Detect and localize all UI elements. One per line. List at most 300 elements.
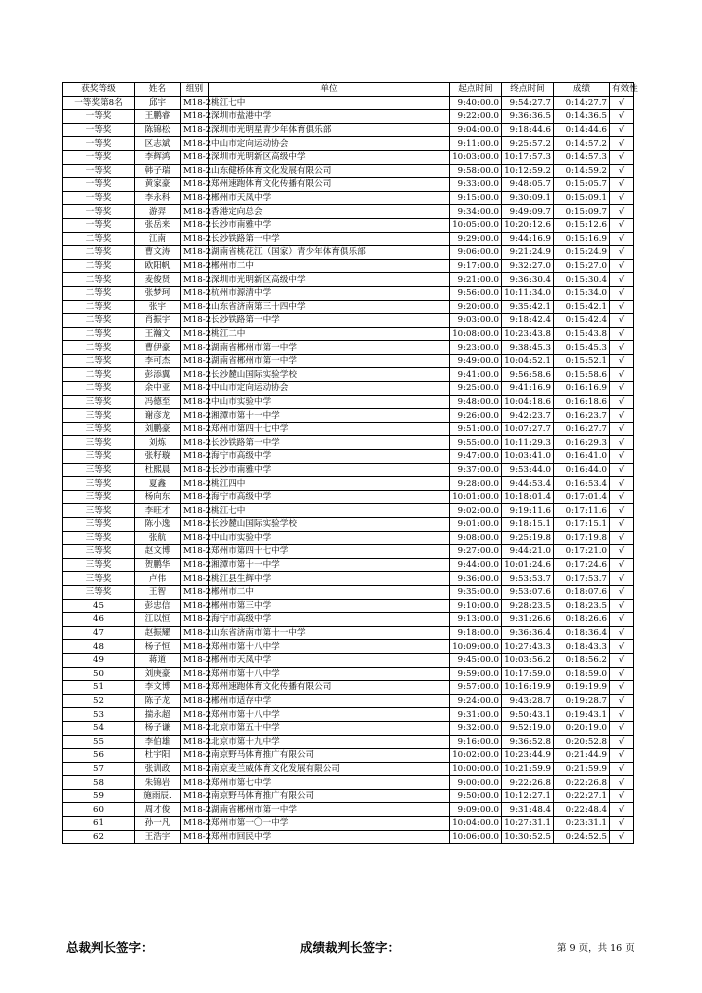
cell-award-level: 三等奖: [63, 422, 135, 436]
cell-result: 0:18:26.6: [554, 613, 610, 627]
cell-result: 0:16:44.0: [554, 463, 610, 477]
cell-unit: 海宁市高级中学: [209, 450, 450, 464]
cell-name: 彭忠信: [135, 599, 181, 613]
cell-group: M18-2: [181, 463, 209, 477]
cell-finish-time: 9:18:44.6: [502, 123, 554, 137]
cell-group: M18-2: [181, 681, 209, 695]
header-validity: 有效性: [610, 83, 634, 97]
cell-name: 谢彦龙: [135, 409, 181, 423]
cell-unit: 山东健桥体育文化发展有限公司: [209, 164, 450, 178]
table-row: [63, 708, 634, 722]
cell-start-time: 10:06:00.0: [450, 830, 502, 844]
cell-group: M18-2: [181, 205, 209, 219]
cell-finish-time: 9:48:05.7: [502, 178, 554, 192]
table-row: [63, 259, 634, 273]
cell-finish-time: 9:25:19.8: [502, 531, 554, 545]
cell-group: M18-2: [181, 191, 209, 205]
cell-unit: 郑州市第四十七中学: [209, 545, 450, 559]
cell-start-time: 9:16:00.0: [450, 735, 502, 749]
cell-award-level: 一等奖: [63, 164, 135, 178]
cell-award-level: 三等奖: [63, 558, 135, 572]
header-start-time: 起点时间: [450, 83, 502, 97]
cell-result: 0:19:43.1: [554, 708, 610, 722]
cell-name: 肖振宇: [135, 314, 181, 328]
table-row: [63, 246, 634, 260]
cell-award-level: 46: [63, 613, 135, 627]
results-referee-signature-label: 成绩裁判长签字：: [300, 940, 401, 955]
cell-result: 0:15:45.3: [554, 341, 610, 355]
cell-name: 曹伊豪: [135, 341, 181, 355]
cell-finish-time: 10:30:52.5: [502, 830, 554, 844]
cell-result: 0:15:52.1: [554, 354, 610, 368]
cell-unit: 湘潭市第十一中学: [209, 558, 450, 572]
cell-finish-time: 9:53:07.6: [502, 585, 554, 599]
cell-group: M18-2: [181, 246, 209, 260]
cell-validity: √: [610, 749, 634, 763]
cell-validity: √: [610, 667, 634, 681]
cell-validity: √: [610, 735, 634, 749]
table-row: [63, 585, 634, 599]
results-sheet: [62, 82, 638, 844]
cell-start-time: 9:26:00.0: [450, 409, 502, 423]
cell-finish-time: 10:12:59.2: [502, 164, 554, 178]
cell-start-time: 10:02:00.0: [450, 749, 502, 763]
cell-name: 李永科: [135, 191, 181, 205]
cell-name: 揣永超: [135, 708, 181, 722]
cell-start-time: 9:17:00.0: [450, 259, 502, 273]
table-row: [63, 191, 634, 205]
cell-start-time: 10:09:00.0: [450, 640, 502, 654]
cell-group: M18-2: [181, 490, 209, 504]
cell-award-level: 49: [63, 653, 135, 667]
cell-award-level: 一等奖第8名: [63, 96, 135, 110]
cell-start-time: 9:34:00.0: [450, 205, 502, 219]
cell-group: M18-2: [181, 354, 209, 368]
cell-result: 0:16:27.7: [554, 422, 610, 436]
cell-unit: 长沙铁路第一中学: [209, 314, 450, 328]
cell-validity: √: [610, 218, 634, 232]
cell-finish-time: 10:07:27.7: [502, 422, 554, 436]
table-row: [63, 314, 634, 328]
table-row: [63, 694, 634, 708]
cell-result: 0:14:36.5: [554, 110, 610, 124]
cell-group: M18-2: [181, 762, 209, 776]
cell-result: 0:23:31.1: [554, 817, 610, 831]
cell-validity: √: [610, 653, 634, 667]
cell-name: 王智: [135, 585, 181, 599]
cell-unit: 郑州市第十八中学: [209, 667, 450, 681]
cell-name: 张训政: [135, 762, 181, 776]
cell-award-level: 二等奖: [63, 246, 135, 260]
cell-result: 0:16:16.9: [554, 382, 610, 396]
cell-validity: √: [610, 545, 634, 559]
cell-award-level: 51: [63, 681, 135, 695]
cell-start-time: 10:01:00.0: [450, 490, 502, 504]
cell-validity: √: [610, 776, 634, 790]
cell-unit: 郑州市第四十七中学: [209, 422, 450, 436]
cell-name: 朱锦岩: [135, 776, 181, 790]
cell-finish-time: 9:38:45.3: [502, 341, 554, 355]
cell-start-time: 10:00:00.0: [450, 762, 502, 776]
cell-validity: √: [610, 490, 634, 504]
cell-finish-time: 9:44:53.4: [502, 477, 554, 491]
cell-finish-time: 9:32:27.0: [502, 259, 554, 273]
cell-validity: √: [610, 191, 634, 205]
cell-group: M18-2: [181, 708, 209, 722]
table-row: [63, 749, 634, 763]
cell-finish-time: 10:17:57.3: [502, 150, 554, 164]
cell-unit: 北京市第十九中学: [209, 735, 450, 749]
table-row: [63, 518, 634, 532]
cell-start-time: 9:35:00.0: [450, 585, 502, 599]
cell-award-level: 47: [63, 626, 135, 640]
cell-start-time: 9:44:00.0: [450, 558, 502, 572]
cell-finish-time: 10:17:59.0: [502, 667, 554, 681]
cell-result: 0:15:27.0: [554, 259, 610, 273]
cell-name: 欧阳帆: [135, 259, 181, 273]
cell-start-time: 9:10:00.0: [450, 599, 502, 613]
cell-unit: 郴州市二中: [209, 585, 450, 599]
cell-finish-time: 10:23:43.8: [502, 327, 554, 341]
cell-name: 卢伟: [135, 572, 181, 586]
cell-finish-time: 9:50:43.1: [502, 708, 554, 722]
cell-start-time: 9:00:00.0: [450, 776, 502, 790]
table-row: [63, 137, 634, 151]
cell-validity: √: [610, 789, 634, 803]
cell-award-level: 59: [63, 789, 135, 803]
table-row: [63, 477, 634, 491]
cell-result: 0:15:30.4: [554, 273, 610, 287]
table-row: [63, 110, 634, 124]
cell-unit: 杭州市源清中学: [209, 286, 450, 300]
cell-validity: √: [610, 599, 634, 613]
table-row: [63, 341, 634, 355]
cell-validity: √: [610, 232, 634, 246]
cell-group: M18-2: [181, 545, 209, 559]
cell-unit: 桃江七中: [209, 96, 450, 110]
cell-result: 0:16:18.6: [554, 395, 610, 409]
cell-group: M18-2: [181, 830, 209, 844]
cell-award-level: 三等奖: [63, 436, 135, 450]
cell-unit: 深圳市盐港中学: [209, 110, 450, 124]
cell-start-time: 9:49:00.0: [450, 354, 502, 368]
cell-name: 王鹏睿: [135, 110, 181, 124]
cell-result: 0:18:36.4: [554, 626, 610, 640]
cell-start-time: 9:13:00.0: [450, 613, 502, 627]
cell-unit: 长沙市南雅中学: [209, 218, 450, 232]
cell-start-time: 10:04:00.0: [450, 817, 502, 831]
cell-validity: √: [610, 341, 634, 355]
cell-result: 0:14:57.2: [554, 137, 610, 151]
cell-name: 陈锦松: [135, 123, 181, 137]
cell-unit: 长沙麓山国际实验学校: [209, 518, 450, 532]
cell-start-time: 9:48:00.0: [450, 395, 502, 409]
cell-unit: 长沙麓山国际实验学校: [209, 368, 450, 382]
cell-group: M18-2: [181, 640, 209, 654]
cell-validity: √: [610, 300, 634, 314]
cell-award-level: 50: [63, 667, 135, 681]
cell-name: 孙一凡: [135, 817, 181, 831]
table-row: [63, 803, 634, 817]
cell-group: M18-2: [181, 327, 209, 341]
cell-award-level: 二等奖: [63, 259, 135, 273]
cell-unit: 山东省济南市第十一中学: [209, 626, 450, 640]
cell-finish-time: 9:25:57.2: [502, 137, 554, 151]
table-row: [63, 327, 634, 341]
cell-result: 0:17:53.7: [554, 572, 610, 586]
cell-award-level: 一等奖: [63, 205, 135, 219]
cell-unit: 郑州速跑体育文化传播有限公司: [209, 178, 450, 192]
cell-award-level: 三等奖: [63, 395, 135, 409]
cell-award-level: 三等奖: [63, 518, 135, 532]
cell-start-time: 9:11:00.0: [450, 137, 502, 151]
cell-start-time: 9:08:00.0: [450, 531, 502, 545]
cell-award-level: 56: [63, 749, 135, 763]
cell-group: M18-2: [181, 273, 209, 287]
table-row: [63, 150, 634, 164]
table-row: [63, 817, 634, 831]
cell-name: 张梦珂: [135, 286, 181, 300]
cell-start-time: 9:15:00.0: [450, 191, 502, 205]
cell-award-level: 二等奖: [63, 354, 135, 368]
cell-result: 0:15:09.7: [554, 205, 610, 219]
cell-group: M18-2: [181, 694, 209, 708]
cell-unit: 深圳市光明星青少年体育俱乐部: [209, 123, 450, 137]
table-header-row: [63, 83, 634, 97]
cell-award-level: 二等奖: [63, 382, 135, 396]
cell-finish-time: 9:56:58.6: [502, 368, 554, 382]
table-row: [63, 368, 634, 382]
cell-award-level: 一等奖: [63, 110, 135, 124]
cell-validity: √: [610, 558, 634, 572]
cell-finish-time: 9:44:21.0: [502, 545, 554, 559]
cell-validity: √: [610, 110, 634, 124]
cell-name: 杨子谦: [135, 721, 181, 735]
cell-group: M18-2: [181, 300, 209, 314]
cell-unit: 深圳市光明新区高级中学: [209, 150, 450, 164]
table-row: [63, 273, 634, 287]
cell-start-time: 9:31:00.0: [450, 708, 502, 722]
cell-unit: 长沙市南雅中学: [209, 463, 450, 477]
cell-result: 0:24:52.5: [554, 830, 610, 844]
cell-unit: 湘潭市第十一中学: [209, 409, 450, 423]
cell-finish-time: 9:30:09.1: [502, 191, 554, 205]
cell-result: 0:20:52.8: [554, 735, 610, 749]
cell-unit: 中山市定向运动协会: [209, 137, 450, 151]
cell-validity: √: [610, 150, 634, 164]
cell-name: 李辉鸿: [135, 150, 181, 164]
cell-result: 0:21:44.9: [554, 749, 610, 763]
cell-award-level: 二等奖: [63, 314, 135, 328]
cell-validity: √: [610, 96, 634, 110]
cell-award-level: 二等奖: [63, 300, 135, 314]
cell-award-level: 三等奖: [63, 572, 135, 586]
cell-start-time: 9:45:00.0: [450, 653, 502, 667]
cell-award-level: 二等奖: [63, 327, 135, 341]
header-group: 组别: [181, 83, 209, 97]
cell-finish-time: 10:23:44.9: [502, 749, 554, 763]
cell-start-time: 9:01:00.0: [450, 518, 502, 532]
table-row: [63, 422, 634, 436]
cell-group: M18-2: [181, 422, 209, 436]
cell-start-time: 9:59:00.0: [450, 667, 502, 681]
cell-finish-time: 9:21:24.9: [502, 246, 554, 260]
cell-unit: 南京野马体育推广有限公司: [209, 789, 450, 803]
cell-unit: 郴州市天凤中学: [209, 191, 450, 205]
cell-start-time: 9:25:00.0: [450, 382, 502, 396]
cell-unit: 南京野马体育推广有限公司: [209, 749, 450, 763]
cell-group: M18-2: [181, 721, 209, 735]
cell-unit: 中山市实验中学: [209, 395, 450, 409]
cell-name: 陈小逸: [135, 518, 181, 532]
cell-validity: √: [610, 314, 634, 328]
cell-award-level: 三等奖: [63, 450, 135, 464]
cell-unit: 长沙铁路第一中学: [209, 232, 450, 246]
cell-unit: 深圳市光明新区高级中学: [209, 273, 450, 287]
cell-award-level: 一等奖: [63, 191, 135, 205]
cell-award-level: 52: [63, 694, 135, 708]
table-row: [63, 450, 634, 464]
table-row: [63, 96, 634, 110]
cell-start-time: 10:03:00.0: [450, 150, 502, 164]
cell-name: 张岳来: [135, 218, 181, 232]
cell-unit: 郑州速跑体育文化传播有限公司: [209, 681, 450, 695]
cell-unit: 郴州市适存中学: [209, 694, 450, 708]
table-row: [63, 490, 634, 504]
cell-finish-time: 9:31:26.6: [502, 613, 554, 627]
cell-group: M18-2: [181, 123, 209, 137]
cell-validity: √: [610, 395, 634, 409]
cell-start-time: 9:57:00.0: [450, 681, 502, 695]
cell-finish-time: 9:53:44.0: [502, 463, 554, 477]
cell-name: 陈子龙: [135, 694, 181, 708]
cell-finish-time: 9:18:42.4: [502, 314, 554, 328]
cell-group: M18-2: [181, 286, 209, 300]
cell-validity: √: [610, 572, 634, 586]
cell-name: 刘庚豪: [135, 667, 181, 681]
table-row: [63, 300, 634, 314]
table-row: [63, 762, 634, 776]
cell-award-level: 三等奖: [63, 585, 135, 599]
cell-start-time: 9:47:00.0: [450, 450, 502, 464]
cell-award-level: 61: [63, 817, 135, 831]
cell-unit: 桃江县生辉中学: [209, 572, 450, 586]
cell-finish-time: 9:49:09.7: [502, 205, 554, 219]
table-row: [63, 735, 634, 749]
cell-name: 赵文博: [135, 545, 181, 559]
cell-unit: 郑州市回民中学: [209, 830, 450, 844]
cell-start-time: 9:23:00.0: [450, 341, 502, 355]
cell-award-level: 二等奖: [63, 232, 135, 246]
cell-validity: √: [610, 681, 634, 695]
cell-group: M18-2: [181, 817, 209, 831]
cell-validity: √: [610, 762, 634, 776]
cell-name: 余中亚: [135, 382, 181, 396]
cell-finish-time: 10:20:12.6: [502, 218, 554, 232]
table-row: [63, 640, 634, 654]
page-indicator: 第 9 页，共 16 页: [557, 943, 635, 954]
table-row: [63, 409, 634, 423]
cell-start-time: 9:20:00.0: [450, 300, 502, 314]
cell-group: M18-2: [181, 572, 209, 586]
cell-name: 韩子瑞: [135, 164, 181, 178]
cell-award-level: 二等奖: [63, 286, 135, 300]
cell-result: 0:15:58.6: [554, 368, 610, 382]
table-row: [63, 436, 634, 450]
results-table-body: [63, 96, 634, 844]
cell-finish-time: 10:27:43.3: [502, 640, 554, 654]
cell-result: 0:15:42.1: [554, 300, 610, 314]
cell-finish-time: 10:18:01.4: [502, 490, 554, 504]
cell-finish-time: 9:36:36.5: [502, 110, 554, 124]
cell-result: 0:18:23.5: [554, 599, 610, 613]
table-row: [63, 558, 634, 572]
cell-unit: 湖南省桃花江（国家）青少年体育俱乐部: [209, 246, 450, 260]
table-row: [63, 205, 634, 219]
table-row: [63, 531, 634, 545]
cell-finish-time: 9:41:16.9: [502, 382, 554, 396]
cell-award-level: 一等奖: [63, 178, 135, 192]
table-row: [63, 232, 634, 246]
cell-start-time: 9:32:00.0: [450, 721, 502, 735]
cell-finish-time: 10:01:24.6: [502, 558, 554, 572]
cell-unit: 郑州市第七中学: [209, 776, 450, 790]
cell-group: M18-2: [181, 314, 209, 328]
cell-validity: √: [610, 409, 634, 423]
cell-result: 0:18:59.0: [554, 667, 610, 681]
cell-validity: √: [610, 164, 634, 178]
cell-validity: √: [610, 273, 634, 287]
cell-name: 王瀚文: [135, 327, 181, 341]
cell-finish-time: 9:54:27.7: [502, 96, 554, 110]
cell-finish-time: 10:04:52.1: [502, 354, 554, 368]
cell-name: 李旺才: [135, 504, 181, 518]
cell-validity: √: [610, 463, 634, 477]
cell-finish-time: 9:22:26.8: [502, 776, 554, 790]
cell-unit: 中山市定向运动协会: [209, 382, 450, 396]
cell-result: 0:22:27.1: [554, 789, 610, 803]
cell-validity: √: [610, 721, 634, 735]
cell-result: 0:14:27.7: [554, 96, 610, 110]
cell-name: 夏鑫: [135, 477, 181, 491]
cell-group: M18-2: [181, 803, 209, 817]
cell-name: 冯德至: [135, 395, 181, 409]
cell-group: M18-2: [181, 150, 209, 164]
cell-award-level: 一等奖: [63, 137, 135, 151]
table-row: [63, 613, 634, 627]
cell-name: 黄家豪: [135, 178, 181, 192]
cell-start-time: 9:06:00.0: [450, 246, 502, 260]
cell-award-level: 三等奖: [63, 531, 135, 545]
cell-validity: √: [610, 137, 634, 151]
cell-validity: √: [610, 286, 634, 300]
cell-result: 0:14:57.3: [554, 150, 610, 164]
cell-start-time: 9:33:00.0: [450, 178, 502, 192]
cell-finish-time: 10:03:41.0: [502, 450, 554, 464]
cell-validity: √: [610, 368, 634, 382]
cell-result: 0:15:24.9: [554, 246, 610, 260]
cell-result: 0:15:42.4: [554, 314, 610, 328]
cell-name: 张航: [135, 531, 181, 545]
cell-group: M18-2: [181, 789, 209, 803]
cell-award-level: 一等奖: [63, 218, 135, 232]
cell-unit: 海宁市高级中学: [209, 490, 450, 504]
cell-start-time: 10:05:00.0: [450, 218, 502, 232]
table-row: [63, 789, 634, 803]
cell-finish-time: 10:16:19.9: [502, 681, 554, 695]
cell-group: M18-2: [181, 409, 209, 423]
header-finish-time: 终点时间: [502, 83, 554, 97]
